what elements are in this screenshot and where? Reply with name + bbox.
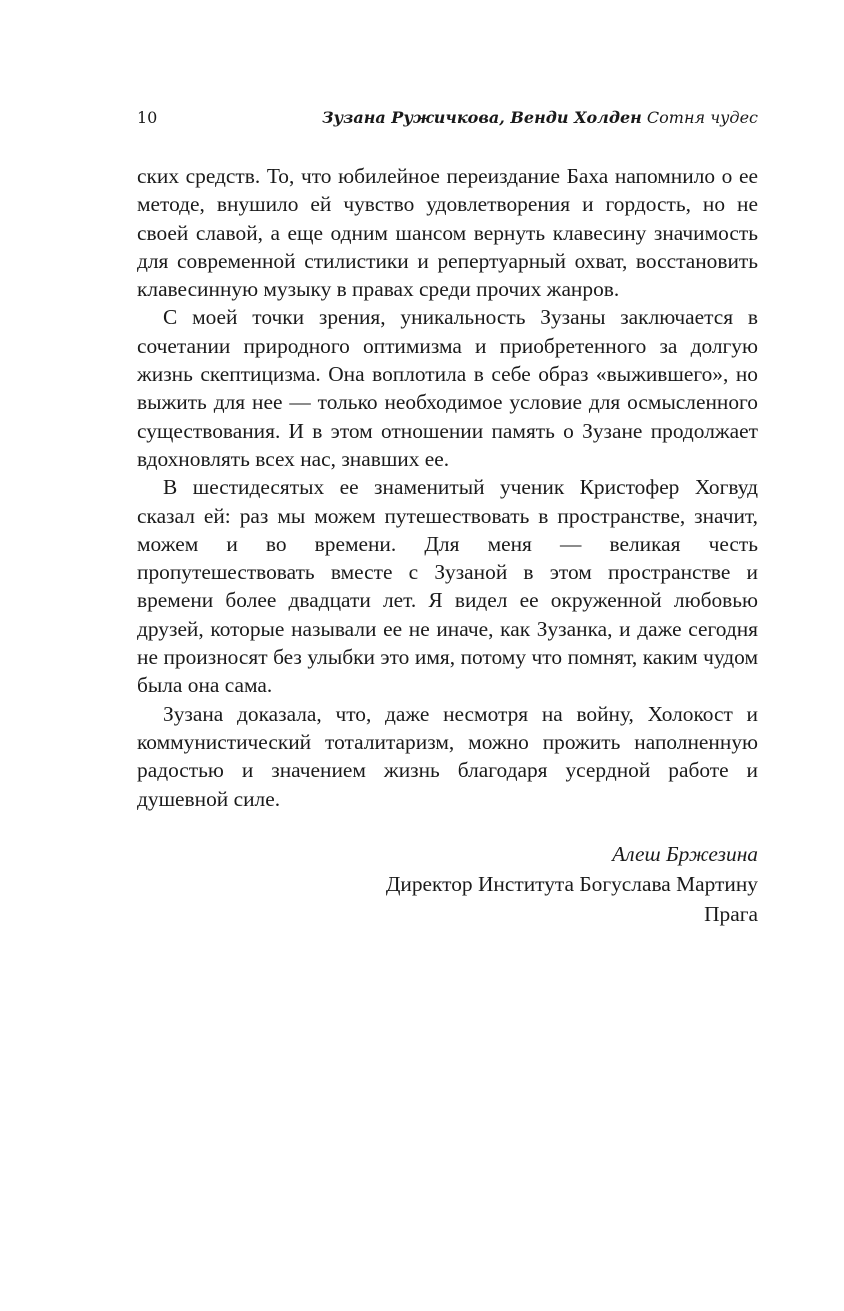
signature-block <box>137 839 758 929</box>
header-book-title: Сотня чудес <box>646 108 758 127</box>
running-header <box>137 108 758 132</box>
paragraph: С моей точки зрения, уникальность Зузаны заключается в сочетании природного оптимизма и приобретенного за долгую жизнь скептицизма. Она воплотила в себе образ «выжившего», но выжить для нее — только необходимое условие для осмысленного существования. И в этом отношении память о Зузане продолжает вдохновлять всех нас, знавших ее. <box>137 305 758 471</box>
signature-name: Алеш Бржезина <box>612 842 758 866</box>
header-title-block <box>322 108 758 127</box>
signature-position: Директор Института Богуслава Мартину <box>385 872 758 896</box>
header-authors: Зузана Ружичкова, Венди Холден <box>322 108 642 127</box>
page-number: 10 <box>137 108 158 127</box>
signature-city: Прага <box>704 902 758 926</box>
paragraph: ских средств. То, что юбилейное переиздание Баха напомнило о ее методе, внушило ей чувство удовлетворения и гордость, но не своей славой, а еще одним шансом вернуть клавесину значимость для современной стилистики и репертуарный охват, восстановить клавесинную музыку в правах среди прочих жанров. <box>137 164 758 302</box>
paragraph: В шестидесятых ее знаменитый ученик Кристофер Хогвуд сказал ей: раз мы можем путешествовать в пространстве, значит, можем и во времени. Для меня — великая честь пропутешествовать вместе с Зузаной в этом пространстве и времени более двадцати лет. Я видел ее окруженной любовью друзей, которые называли ее не иначе, как Зузанка, и даже сегодня не произносят без улыбки это имя, потому что помнят, каким чудом была она сама. <box>137 475 758 698</box>
paragraph: Зузана доказала, что, даже несмотря на войну, Холокост и коммунистический тоталитаризм, можно прожить наполненную радостью и значением жизнь благодаря усердной работе и душевной силе. <box>137 701 758 811</box>
body-text <box>137 162 758 813</box>
